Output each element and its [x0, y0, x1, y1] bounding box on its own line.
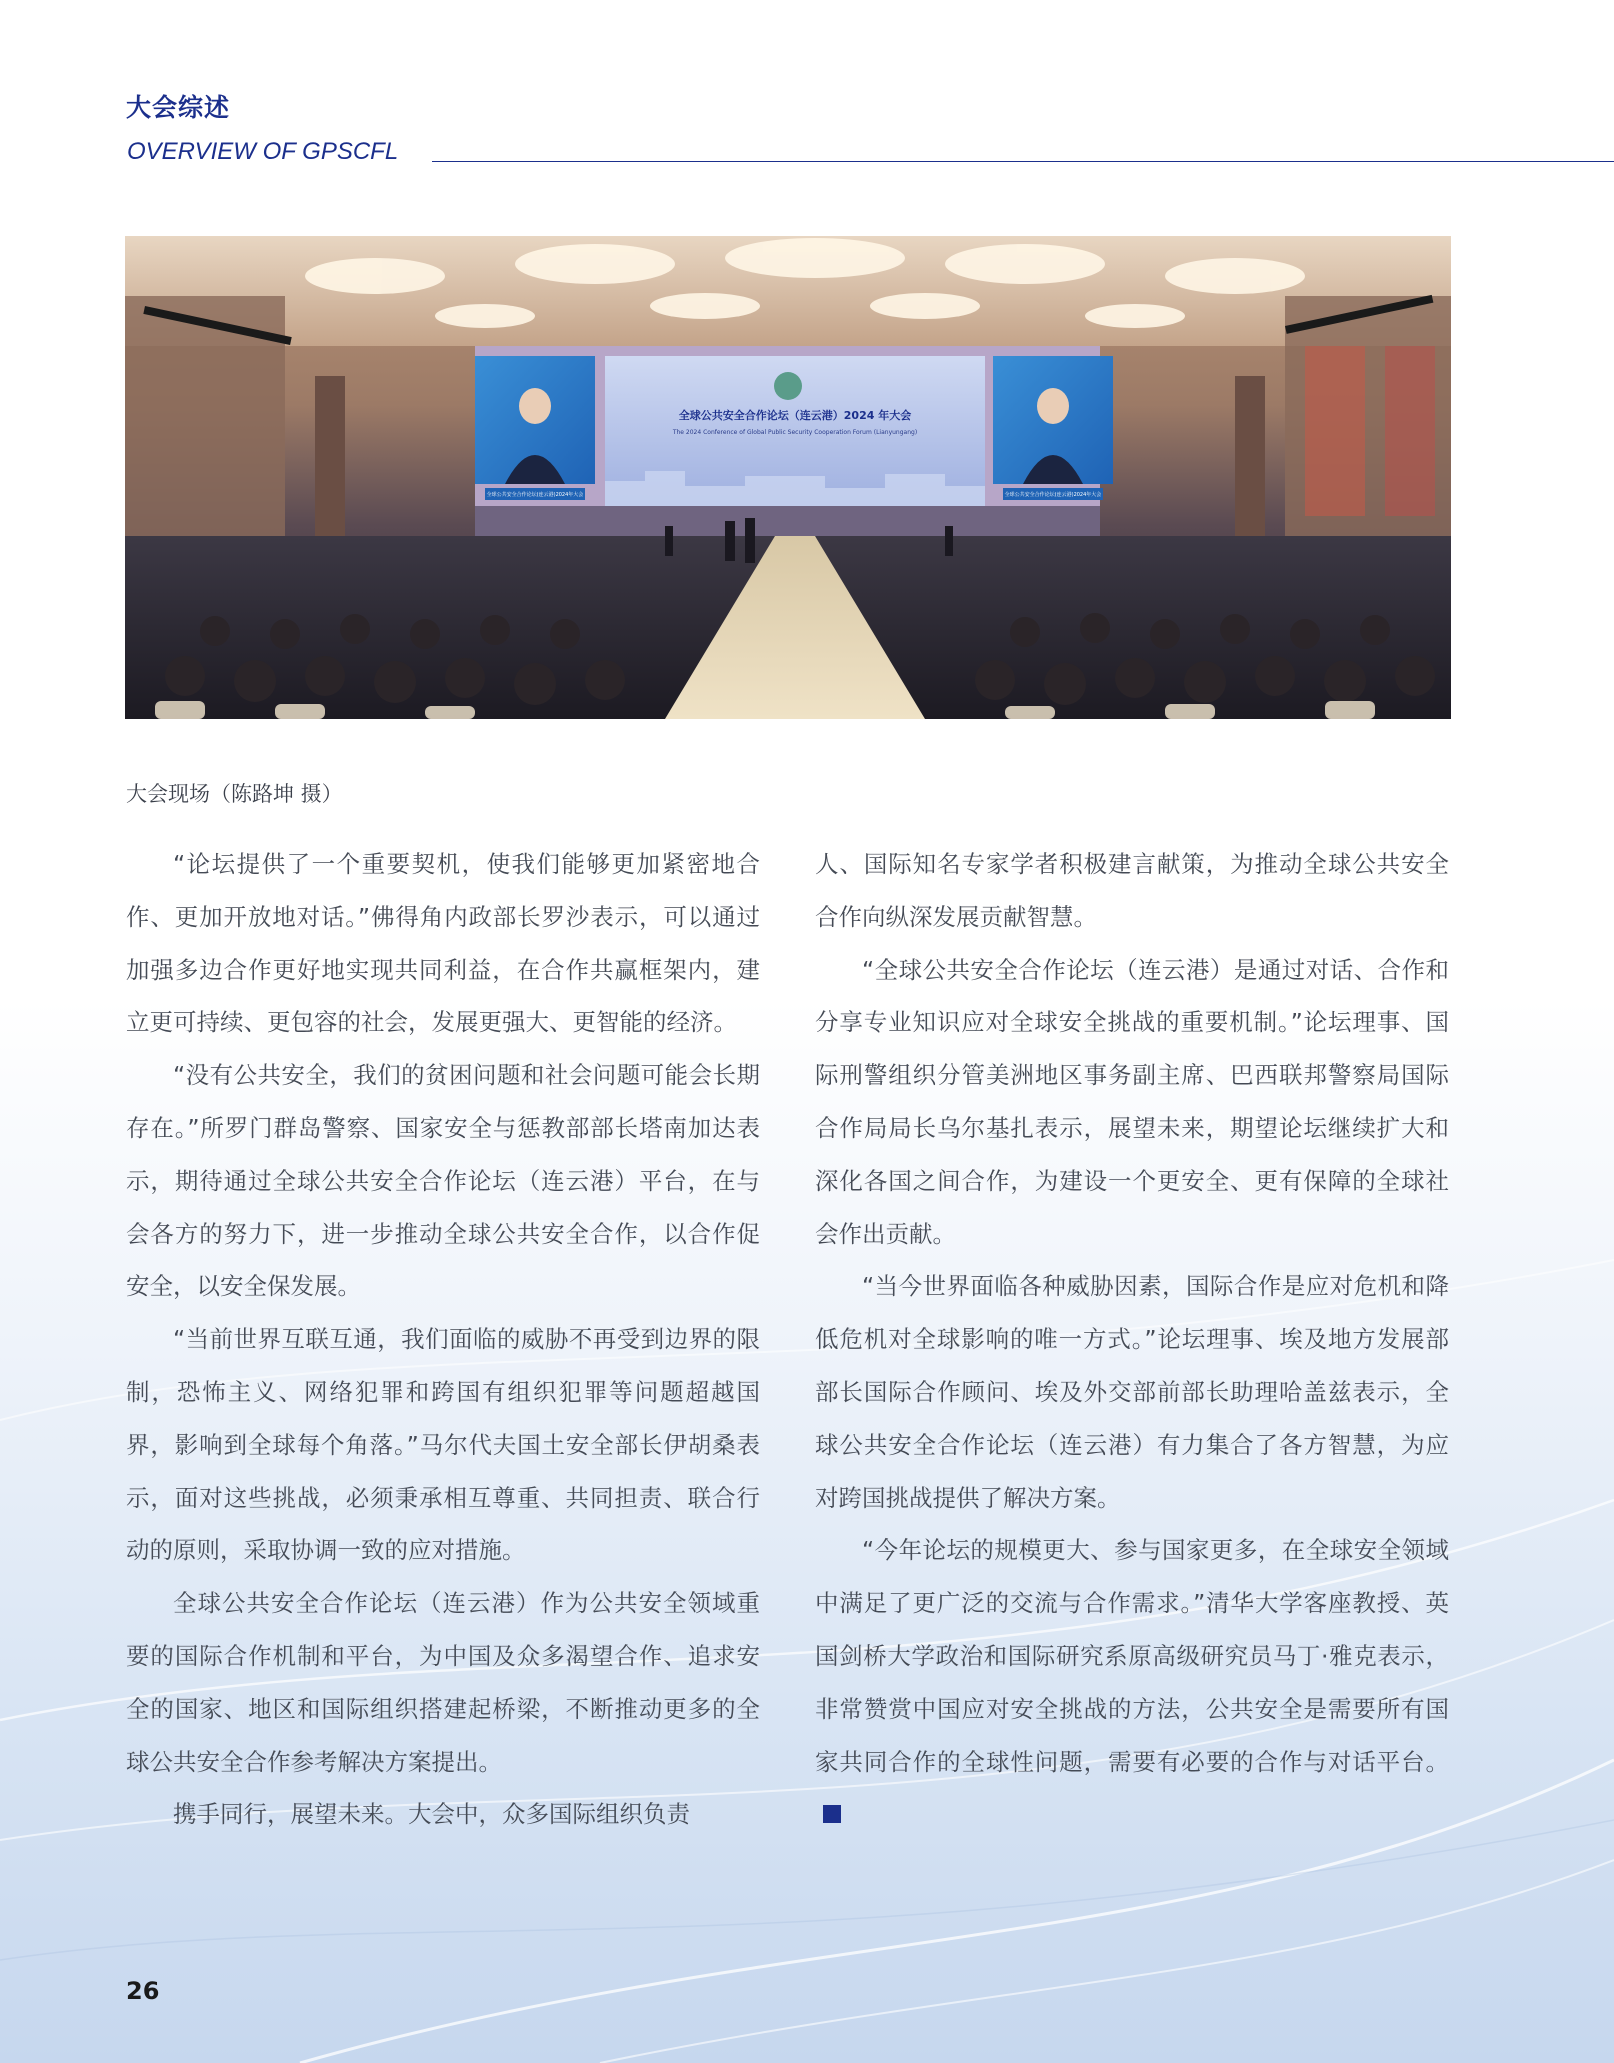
paragraph: 携手同行，展望未来。大会中，众多国际组织负责 [173, 1800, 690, 1829]
stage-screen-subtitle: The 2024 Conference of Global Public Security Cooperation Forum (Lianyungang) [672, 429, 918, 436]
paragraph-final-text: “今年论坛的规模更大、参与国家更多，在全球安全领域中满足了更广泛的交流与合作需求。”清华大学客座教授、英国剑桥大学政治和国际研究系原高级研究员马丁·雅克表示，非常赞赏中国应对安全挑战的方法，公共安全是需要所有国家共同合作的全球性问题，需要有必要的合作与对话平台。 [815, 1536, 1449, 1776]
stage-screen-title: 全球公共安全合作论坛（连云港）2024 年大会 [678, 409, 912, 422]
paragraph-continued: 人、国际知名专家学者积极建言献策，为推动全球公共安全合作向纵深发展贡献智慧。 [815, 850, 1449, 931]
side-screen-right-label: 全球公共安全合作论坛(连云港)2024年大会 [1004, 492, 1102, 498]
left-column [126, 838, 760, 1841]
paragraph: “当前世界互联互通，我们面临的威胁不再受到边界的限制，恐怖主义、网络犯罪和跨国有组织犯罪等问题超越国界，影响到全球每个角落。”马尔代夫国土安全部长伊胡桑表示，面对这些挑战，必须秉承相互尊重、共同担责、联合行动的原则，采取协调一致的应对措施。 [126, 1325, 760, 1565]
section-subtitle: OVERVIEW OF GPSCFL [127, 138, 399, 165]
paragraph-final [815, 1524, 1449, 1841]
conference-photo [125, 236, 1451, 719]
side-screen-left-label: 全球公共安全合作论坛(连云港)2024年大会 [486, 492, 584, 498]
section-title: 大会综述 [126, 93, 231, 122]
header-divider [432, 161, 1614, 162]
paragraph: “论坛提供了一个重要契机，使我们能够更加紧密地合作、更加开放地对话。”佛得角内政部长罗沙表示，可以通过加强多边合作更好地实现共同利益，在合作共赢框架内，建立更可持续、更包容的社会，发展更强大、更智能的经济。 [126, 850, 760, 1037]
paragraph: “当今世界面临各种威胁因素，国际合作是应对危机和降低危机对全球影响的唯一方式。”论坛理事、埃及地方发展部部长国际合作顾问、埃及外交部前部长助理哈盖兹表示，全球公共安全合作论坛（连云港）有力集合了各方智慧，为应对跨国挑战提供了解决方案。 [815, 1272, 1449, 1512]
paragraph: 全球公共安全合作论坛（连云港）作为公共安全领域重要的国际合作机制和平台，为中国及众多渴望合作、追求安全的国家、地区和国际组织搭建起桥梁，不断推动更多的全球公共安全合作参考解决方案提出。 [126, 1589, 760, 1776]
paragraph: “没有公共安全，我们的贫困问题和社会问题可能会长期存在。”所罗门群岛警察、国家安全与惩教部部长塔南加达表示，期待通过全球公共安全合作论坛（连云港）平台，在与会各方的努力下，进一步推动全球公共安全合作，以合作促安全，以安全保发展。 [126, 1061, 760, 1301]
right-column [815, 838, 1449, 1841]
paragraph: “全球公共安全合作论坛（连云港）是通过对话、合作和分享专业知识应对全球安全挑战的重要机制。”论坛理事、国际刑警组织分管美洲地区事务副主席、巴西联邦警察局国际合作局局长乌尔基扎表示，展望未来，期望论坛继续扩大和深化各国之间合作，为建设一个更安全、更有保障的全球社会作出贡献。 [815, 955, 1449, 1248]
end-of-article-mark [823, 1805, 841, 1823]
photo-caption: 大会现场（陈路坤 摄） [126, 782, 343, 806]
page-number: 26 [126, 1977, 160, 2005]
